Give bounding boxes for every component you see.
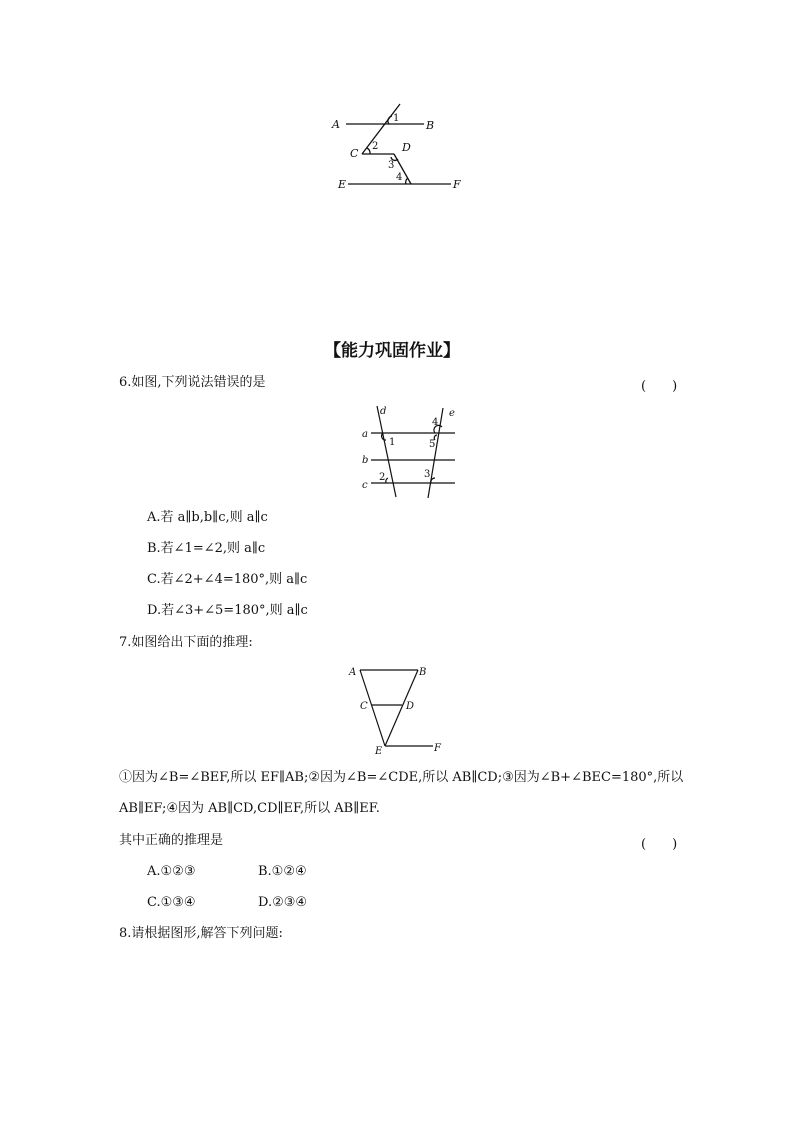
angle-label-4: 4 xyxy=(432,417,439,428)
angle-label-4: 4 xyxy=(396,172,403,183)
angle-label-2: 2 xyxy=(372,141,379,152)
figure-q7-trapezoid xyxy=(345,662,447,756)
label-A: A xyxy=(332,118,340,131)
angle-label-5: 5 xyxy=(429,439,436,450)
label-C: C xyxy=(350,147,359,160)
label-b: b xyxy=(362,455,369,466)
label-A: A xyxy=(349,667,357,678)
section-title: 【能力巩固作业】 xyxy=(324,341,460,361)
label-F: F xyxy=(434,743,441,754)
label-E: E xyxy=(375,746,383,756)
angle-label-2: 2 xyxy=(379,472,386,483)
q7-reasoning-line-1: ①因为∠B=∠BEF,所以 EF∥AB;②因为∠B=∠CDE,所以 AB∥CD;③因为∠B+∠BEC=180°,所以 xyxy=(119,770,684,785)
angle-arc-2 xyxy=(386,478,388,483)
figure-q6-lines xyxy=(358,402,464,500)
angle-arc-2 xyxy=(367,148,370,154)
angle-label-1: 1 xyxy=(389,437,396,448)
angle-label-1: 1 xyxy=(393,113,400,124)
label-c: c xyxy=(362,480,368,491)
q6-stem: 6.如图,下列说法错误的是 xyxy=(119,375,266,390)
q6-option-a: A.若 a∥b,b∥c,则 a∥c xyxy=(147,510,268,525)
q8-stem: 8.请根据图形,解答下列问题: xyxy=(119,926,283,941)
q6-option-d: D.若∠3+∠5=180°,则 a∥c xyxy=(147,603,308,618)
angle-arc-4 xyxy=(406,178,408,184)
label-B: B xyxy=(419,667,427,678)
label-D: D xyxy=(406,701,415,712)
label-D: D xyxy=(402,141,411,154)
q7-option-b: B.①②④ xyxy=(258,864,307,879)
angle-label-3: 3 xyxy=(424,469,431,480)
transversal-c xyxy=(362,104,400,154)
angle-label-3: 3 xyxy=(388,160,395,171)
q7-question: 其中正确的推理是 xyxy=(119,833,224,848)
q7-answer-paren: ( ) xyxy=(641,837,678,852)
q7-option-a: A.①②③ xyxy=(147,864,196,879)
label-B: B xyxy=(426,119,435,132)
label-d: d xyxy=(380,406,387,417)
label-E: E xyxy=(338,178,347,191)
q7-stem: 7.如图给出下面的推理: xyxy=(119,635,253,650)
label-e: e xyxy=(449,408,455,419)
angle-arc-1 xyxy=(388,116,392,124)
q6-answer-paren: ( ) xyxy=(641,379,678,394)
q7-option-d: D.②③④ xyxy=(258,895,308,910)
q6-option-c: C.若∠2+∠4=180°,则 a∥c xyxy=(147,572,308,587)
q6-option-b: B.若∠1=∠2,则 a∥c xyxy=(147,541,266,556)
label-C: C xyxy=(360,701,368,712)
figure-parallel-lines-abcdef xyxy=(325,98,475,198)
q7-reasoning-line-2: AB∥EF;④因为 AB∥CD,CD∥EF,所以 AB∥EF. xyxy=(119,801,380,816)
label-a: a xyxy=(362,429,368,440)
q7-option-c: C.①③④ xyxy=(147,895,196,910)
label-F: F xyxy=(453,178,461,191)
